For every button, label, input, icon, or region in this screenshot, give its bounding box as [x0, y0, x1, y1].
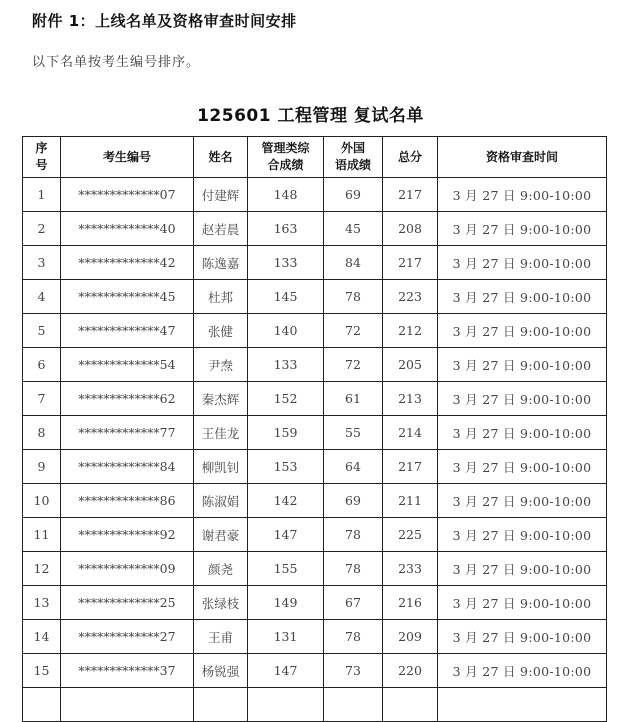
review-time-cell: [438, 688, 607, 722]
candidate-table: [22, 136, 607, 722]
table-row: [23, 450, 607, 484]
table-row: [23, 620, 607, 654]
review-time-cell: 3 月 27 日 9:00-10:00: [438, 654, 607, 688]
lang-score-cell: 84: [324, 246, 383, 280]
mgmt-score-cell: [248, 688, 324, 722]
table-row: [23, 382, 607, 416]
total-cell: 216: [383, 586, 438, 620]
total-cell: 217: [383, 178, 438, 212]
total-cell: 220: [383, 654, 438, 688]
mgmt-score-cell: 133: [248, 348, 324, 382]
total-cell: 217: [383, 450, 438, 484]
intro-text: 以下名单按考生编号排序。: [32, 55, 201, 70]
table-row: [23, 552, 607, 586]
seq-cell: 15: [23, 654, 61, 688]
review-time-cell: 3 月 27 日 9:00-10:00: [438, 484, 607, 518]
seq-cell: 6: [23, 348, 61, 382]
total-cell: 223: [383, 280, 438, 314]
exam-id-cell: *************09: [61, 552, 194, 586]
exam-id-cell: [61, 688, 194, 722]
lang-score-cell: 78: [324, 620, 383, 654]
review-time-cell: 3 月 27 日 9:00-10:00: [438, 212, 607, 246]
table-row: [23, 518, 607, 552]
mgmt-score-cell: 155: [248, 552, 324, 586]
exam-id-cell: *************47: [61, 314, 194, 348]
header-total: 总分: [383, 137, 438, 178]
exam-id-cell: *************27: [61, 620, 194, 654]
total-cell: 209: [383, 620, 438, 654]
exam-id-cell: *************77: [61, 416, 194, 450]
name-cell: 颜尧: [194, 552, 248, 586]
lang-score-cell: 67: [324, 586, 383, 620]
name-cell: 付建辉: [194, 178, 248, 212]
total-cell: 208: [383, 212, 438, 246]
total-cell: 233: [383, 552, 438, 586]
lang-score-cell: 69: [324, 178, 383, 212]
exam-id-cell: *************37: [61, 654, 194, 688]
name-cell: 杜邦: [194, 280, 248, 314]
review-time-cell: 3 月 27 日 9:00-10:00: [438, 518, 607, 552]
exam-id-cell: *************84: [61, 450, 194, 484]
mgmt-score-cell: 149: [248, 586, 324, 620]
total-cell: 214: [383, 416, 438, 450]
table-row: [23, 688, 607, 722]
name-cell: [194, 688, 248, 722]
header-name: 姓名: [194, 137, 248, 178]
lang-score-cell: 73: [324, 654, 383, 688]
name-cell: 尹焘: [194, 348, 248, 382]
name-cell: 杨锐强: [194, 654, 248, 688]
exam-id-cell: *************40: [61, 212, 194, 246]
mgmt-score-cell: 159: [248, 416, 324, 450]
review-time-cell: 3 月 27 日 9:00-10:00: [438, 416, 607, 450]
mgmt-score-cell: 147: [248, 654, 324, 688]
seq-cell: [23, 688, 61, 722]
name-cell: 王甫: [194, 620, 248, 654]
seq-cell: 13: [23, 586, 61, 620]
name-cell: 柳凯钊: [194, 450, 248, 484]
attachment-title: 附件 1：上线名单及资格审查时间安排: [32, 12, 297, 30]
seq-cell: 3: [23, 246, 61, 280]
name-cell: 谢君豪: [194, 518, 248, 552]
header-mgmt-score: 管理类综 合成绩: [248, 137, 324, 178]
table-row: [23, 654, 607, 688]
mgmt-score-cell: 152: [248, 382, 324, 416]
total-cell: 213: [383, 382, 438, 416]
table-row: [23, 280, 607, 314]
seq-cell: 14: [23, 620, 61, 654]
seq-cell: 12: [23, 552, 61, 586]
mgmt-score-cell: 142: [248, 484, 324, 518]
seq-cell: 1: [23, 178, 61, 212]
total-cell: [383, 688, 438, 722]
lang-score-cell: 55: [324, 416, 383, 450]
table-row: [23, 348, 607, 382]
name-cell: 秦杰辉: [194, 382, 248, 416]
total-cell: 212: [383, 314, 438, 348]
lang-score-cell: 72: [324, 314, 383, 348]
review-time-cell: 3 月 27 日 9:00-10:00: [438, 246, 607, 280]
seq-cell: 9: [23, 450, 61, 484]
name-cell: 王佳龙: [194, 416, 248, 450]
review-time-cell: 3 月 27 日 9:00-10:00: [438, 280, 607, 314]
total-cell: 217: [383, 246, 438, 280]
total-cell: 205: [383, 348, 438, 382]
total-cell: 225: [383, 518, 438, 552]
exam-id-cell: *************07: [61, 178, 194, 212]
mgmt-score-cell: 148: [248, 178, 324, 212]
table-row: [23, 416, 607, 450]
exam-id-cell: *************92: [61, 518, 194, 552]
exam-id-cell: *************54: [61, 348, 194, 382]
seq-cell: 4: [23, 280, 61, 314]
lang-score-cell: 78: [324, 518, 383, 552]
lang-score-cell: 69: [324, 484, 383, 518]
header-exam-id: 考生编号: [61, 137, 194, 178]
table-row: [23, 246, 607, 280]
name-cell: 陈淑娟: [194, 484, 248, 518]
review-time-cell: 3 月 27 日 9:00-10:00: [438, 382, 607, 416]
mgmt-score-cell: 131: [248, 620, 324, 654]
review-time-cell: 3 月 27 日 9:00-10:00: [438, 348, 607, 382]
exam-id-cell: *************25: [61, 586, 194, 620]
seq-cell: 8: [23, 416, 61, 450]
name-cell: 张绿枝: [194, 586, 248, 620]
seq-cell: 10: [23, 484, 61, 518]
name-cell: 张健: [194, 314, 248, 348]
lang-score-cell: 78: [324, 280, 383, 314]
table-header-row: [23, 137, 607, 178]
header-lang-score: 外国 语成绩: [324, 137, 383, 178]
lang-score-cell: 61: [324, 382, 383, 416]
mgmt-score-cell: 145: [248, 280, 324, 314]
table-row: [23, 178, 607, 212]
table-row: [23, 586, 607, 620]
mgmt-score-cell: 133: [248, 246, 324, 280]
seq-cell: 2: [23, 212, 61, 246]
name-cell: 赵若晨: [194, 212, 248, 246]
table-row: [23, 484, 607, 518]
review-time-cell: 3 月 27 日 9:00-10:00: [438, 178, 607, 212]
lang-score-cell: 78: [324, 552, 383, 586]
mgmt-score-cell: 147: [248, 518, 324, 552]
review-time-cell: 3 月 27 日 9:00-10:00: [438, 314, 607, 348]
review-time-cell: 3 月 27 日 9:00-10:00: [438, 586, 607, 620]
mgmt-score-cell: 140: [248, 314, 324, 348]
table-row: [23, 212, 607, 246]
lang-score-cell: 72: [324, 348, 383, 382]
name-cell: 陈逸嘉: [194, 246, 248, 280]
lang-score-cell: 64: [324, 450, 383, 484]
mgmt-score-cell: 163: [248, 212, 324, 246]
seq-cell: 11: [23, 518, 61, 552]
seq-cell: 7: [23, 382, 61, 416]
seq-cell: 5: [23, 314, 61, 348]
header-seq: 序 号: [23, 137, 61, 178]
review-time-cell: 3 月 27 日 9:00-10:00: [438, 552, 607, 586]
review-time-cell: 3 月 27 日 9:00-10:00: [438, 620, 607, 654]
lang-score-cell: 45: [324, 212, 383, 246]
header-review-time: 资格审查时间: [438, 137, 607, 178]
exam-id-cell: *************42: [61, 246, 194, 280]
lang-score-cell: [324, 688, 383, 722]
exam-id-cell: *************62: [61, 382, 194, 416]
table-row: [23, 314, 607, 348]
total-cell: 211: [383, 484, 438, 518]
exam-id-cell: *************86: [61, 484, 194, 518]
review-time-cell: 3 月 27 日 9:00-10:00: [438, 450, 607, 484]
mgmt-score-cell: 153: [248, 450, 324, 484]
table-title: 125601 工程管理 复试名单: [197, 106, 424, 126]
exam-id-cell: *************45: [61, 280, 194, 314]
